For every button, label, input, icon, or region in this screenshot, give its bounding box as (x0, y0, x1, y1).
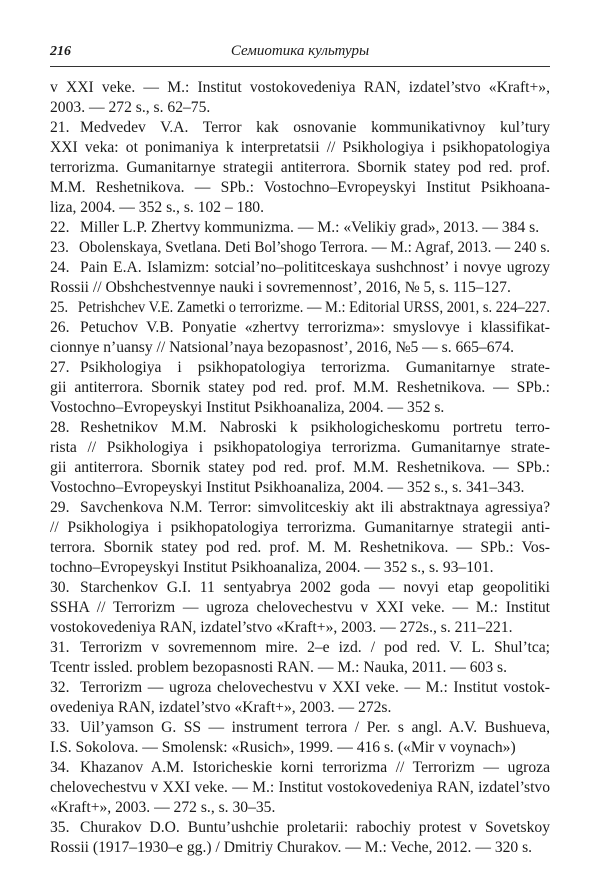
line-content (50, 578, 550, 598)
line-text: // Psikhologiya i psikhopatologiya terrorizma. Gumanitarnye strategii anti- (50, 519, 550, 536)
line-content (50, 98, 210, 118)
bibliography-entry (50, 238, 550, 258)
line-text: Pain E.A. Islamizm: sotcial’no–polititceskaya sushchnost’ i novye ugrozy (80, 259, 550, 276)
line-content (50, 218, 539, 238)
line-text: chelovechestvu v XXI veke. — M.: Institut vostokovedeniya RAN, izdatel’stvo (50, 779, 550, 796)
line-text: Vostochno–Evropeyskyi Institut Psikhoanaliza, 2004. — 352 s. (50, 399, 445, 416)
line-text: M.M. Reshetnikova. — SPb.: Vostochno–Evropeyskyi Institut Psikhoana- (50, 179, 550, 196)
entry-line (50, 378, 550, 398)
line-text: Rossii (1917–1930–e gg.) / Dmitriy Churakov. — M.: Veche, 2012. — 320 s. (50, 839, 533, 856)
line-content (50, 458, 550, 478)
bibliography-entry (50, 298, 550, 318)
bibliography-entry (50, 758, 550, 818)
entry-number: 22. (50, 219, 70, 236)
entry-number: 25. (50, 299, 69, 316)
line-text: Petuchov V.B. Ponyatie «zhertvy terrorizma»: smyslovye i klassifikat- (80, 319, 550, 336)
entry-line (50, 798, 550, 818)
line-content (50, 318, 550, 338)
entry-line (50, 598, 550, 618)
entry-line (50, 158, 550, 178)
line-text: Terrorizm v sovremennom mire. 2–e izd. / pod red. V. L. Shul’tca; (80, 639, 550, 656)
entry-number: 28. (50, 419, 70, 436)
line-content (50, 178, 550, 198)
line-content (50, 118, 550, 138)
entry-line (50, 98, 550, 118)
line-text: Miller L.P. Zhertvy kommunizma. — M.: «Velikiy grad», 2013. — 384 s. (80, 219, 540, 236)
line-content (50, 158, 550, 178)
line-content (50, 598, 550, 618)
entry-number: 29. (50, 499, 70, 516)
entry-line (50, 478, 550, 498)
line-text: Uil’yamson G. SS — instrument terrora / Per. s angl. A.V. Bushueva, (80, 719, 550, 736)
line-text: terrora. Sbornik statey pod red. prof. M. M. Reshetnikova. — SPb.: Vos- (50, 539, 550, 556)
entry-line (50, 638, 550, 658)
line-text: Churakov D.O. Buntu’ushchie proletarii: rabochiy protest v Sovetskoy (80, 819, 550, 836)
page-number: 216 (50, 44, 71, 59)
line-content (50, 378, 550, 398)
bibliography-entry (50, 258, 550, 298)
entry-line (50, 138, 550, 158)
line-content (50, 298, 550, 318)
line-text: v XXI veke. — M.: Institut vostokovedeniya RAN, izdatel’stvo «Kraft+», (50, 79, 550, 96)
entry-number: 21. (50, 119, 70, 136)
bibliography-entry (50, 418, 550, 498)
entry-line (50, 658, 550, 678)
entry-line (50, 178, 550, 198)
line-text: I.S. Sokolova. — Smolensk: «Rusich», 1999. — 416 s. («Mir v voynach») (50, 739, 516, 756)
entry-line (50, 578, 550, 598)
entry-number: 33. (50, 719, 70, 736)
entry-number: 24. (50, 259, 70, 276)
entry-line (50, 318, 550, 338)
entry-line (50, 498, 550, 518)
entry-number: 32. (50, 679, 70, 696)
entry-line (50, 738, 550, 758)
line-text: «Kraft+», 2003. — 272 s., s. 30–35. (50, 799, 276, 816)
line-content (50, 518, 550, 538)
line-content (50, 138, 550, 158)
line-content (50, 638, 550, 658)
entry-line (50, 398, 550, 418)
line-content (50, 558, 494, 578)
entry-line (50, 438, 550, 458)
running-title: Семиотика культуры (230, 43, 370, 59)
line-content (50, 258, 550, 278)
line-text: Vostochno–Evropeyskyi Institut Psikhoanaliza, 2004. — 352 s., s. 341–343. (50, 479, 525, 496)
line-content (50, 818, 550, 838)
line-text: gii antiterrora. Sbornik statey pod red. prof. M.M. Reshetnikova. — SPb.: (50, 459, 550, 476)
entry-number: 31. (50, 639, 70, 656)
line-text: Petrishchev V.E. Zametki o terrorizme. — M.: Editorial URSS, 2001, s. 224–227. (77, 299, 550, 316)
entry-line (50, 778, 550, 798)
bibliography-entry (50, 638, 550, 678)
line-content (50, 398, 444, 418)
line-content (50, 78, 550, 98)
entry-line (50, 678, 550, 698)
line-content (50, 838, 532, 858)
entry-line (50, 278, 550, 298)
line-content (50, 778, 550, 798)
line-content (50, 338, 514, 358)
entry-line (50, 458, 550, 478)
line-text: cionnye n’uansy // Natsional’naya bezopasnost’, 2016, №5 — s. 665–674. (50, 339, 514, 356)
line-text: gii antiterrora. Sbornik statey pod red. prof. M.M. Reshetnikova. — SPb.: (50, 379, 550, 396)
line-text: Savchenkova N.M. Terror: simvolitceskiy akt ili abstraktnaya agressiya? (80, 499, 550, 516)
entry-line (50, 758, 550, 778)
line-content (50, 718, 550, 738)
line-text: liza, 2004. — 352 s., s. 102 – 180. (50, 199, 264, 216)
line-content (50, 238, 550, 258)
line-content (50, 358, 550, 378)
entry-line (50, 238, 550, 258)
entry-line (50, 558, 550, 578)
line-text: Rossii // Obshchestvennye nauki i sovremennost’, 2016, № 5, s. 115–127. (50, 279, 511, 296)
entry-line (50, 818, 550, 838)
line-content (50, 438, 550, 458)
line-text: XXI veka: ot ponimaniya k interpretatsii // Psikhologiya i psikhopatologiya (50, 139, 550, 156)
entry-line (50, 358, 550, 378)
line-content (50, 738, 516, 758)
line-content (50, 618, 513, 638)
bibliography-entry (50, 678, 550, 718)
line-text: Khazanov A.M. Istoricheskie korni terrorizma // Terrorizm — ugroza (80, 759, 550, 776)
line-content (50, 198, 264, 218)
bibliography-entry (50, 318, 550, 358)
line-text: Obolenskaya, Svetlana. Deti Bol’shogo Terrora. — M.: Agraf, 2013. — 240 s. (79, 239, 551, 256)
line-content (50, 498, 550, 518)
entry-line (50, 518, 550, 538)
entry-number: 34. (50, 759, 70, 776)
entry-line (50, 418, 550, 438)
line-content (50, 478, 524, 498)
entry-line (50, 218, 550, 238)
line-text: Starchenkov G.I. 11 sentyabrya 2002 goda — novyi etap geopolitiki (80, 579, 550, 596)
entry-line (50, 838, 550, 858)
line-text: ovedeniya RAN, izdatel’stvo «Kraft+», 2003. — 272s. (50, 699, 392, 716)
entry-line (50, 718, 550, 738)
running-header (50, 40, 550, 67)
entry-line (50, 618, 550, 638)
line-content (50, 798, 275, 818)
line-content (50, 758, 550, 778)
bibliography-entry (50, 78, 550, 118)
entry-number: 35. (50, 819, 70, 836)
line-text: Psikhologiya i psikhopatologiya terrorizma. Gumanitarnye strate- (80, 359, 550, 376)
entry-line (50, 118, 550, 138)
line-content (50, 698, 391, 718)
entry-line (50, 338, 550, 358)
entry-line (50, 698, 550, 718)
bibliography-entry (50, 578, 550, 638)
entry-line (50, 538, 550, 558)
bibliography-entry (50, 118, 550, 218)
line-text: Reshetnikov M.M. Nabroski k psikhologicheskomu portretu terro- (80, 419, 550, 436)
entry-line (50, 298, 550, 318)
entry-line (50, 78, 550, 98)
line-text: 2003. — 272 s., s. 62–75. (50, 99, 211, 116)
line-text: Medvedev V.A. Terror kak osnovanie kommunikativnoy kul’tury (80, 119, 550, 136)
bibliography-entry (50, 718, 550, 758)
entry-number: 23. (50, 239, 69, 256)
entry-number: 27. (50, 359, 70, 376)
line-content (50, 658, 507, 678)
bibliography-entry (50, 818, 550, 858)
line-text: Terrorizm — ugroza chelovechestvu v XXI veke. — M.: Institut vostok- (80, 679, 550, 696)
line-content (50, 418, 550, 438)
line-text: vostokovedeniya RAN, izdatel’stvo «Kraft+», 2003. — 272s., s. 211–221. (50, 619, 513, 636)
line-text: terrorizma. Gumanitarnye strategii antiterrora. Sbornik statey pod red. prof. (50, 159, 550, 176)
entry-number: 26. (50, 319, 70, 336)
line-content (50, 678, 550, 698)
line-content (50, 278, 511, 298)
bibliography-entry (50, 358, 550, 418)
line-text: SSHA // Terrorizm — ugroza chelovechestvu v XXI veke. — M.: Institut (50, 599, 550, 616)
line-text: Tcentr issled. problem bezopasnosti RAN. — M.: Nauka, 2011. — 603 s. (50, 659, 507, 676)
line-content (50, 538, 550, 558)
entry-line (50, 198, 550, 218)
bibliography-list (50, 78, 550, 858)
bibliography-entry (50, 218, 550, 238)
line-text: tochno–Evropeyskyi Institut Psikhoanaliza, 2004. — 352 s., s. 93–101. (50, 559, 494, 576)
entry-number: 30. (50, 579, 70, 596)
line-text: rista // Psikhologiya i psikhopatologiya terrorizma. Gumanitarnye strate- (50, 439, 550, 456)
entry-line (50, 258, 550, 278)
bibliography-entry (50, 498, 550, 578)
